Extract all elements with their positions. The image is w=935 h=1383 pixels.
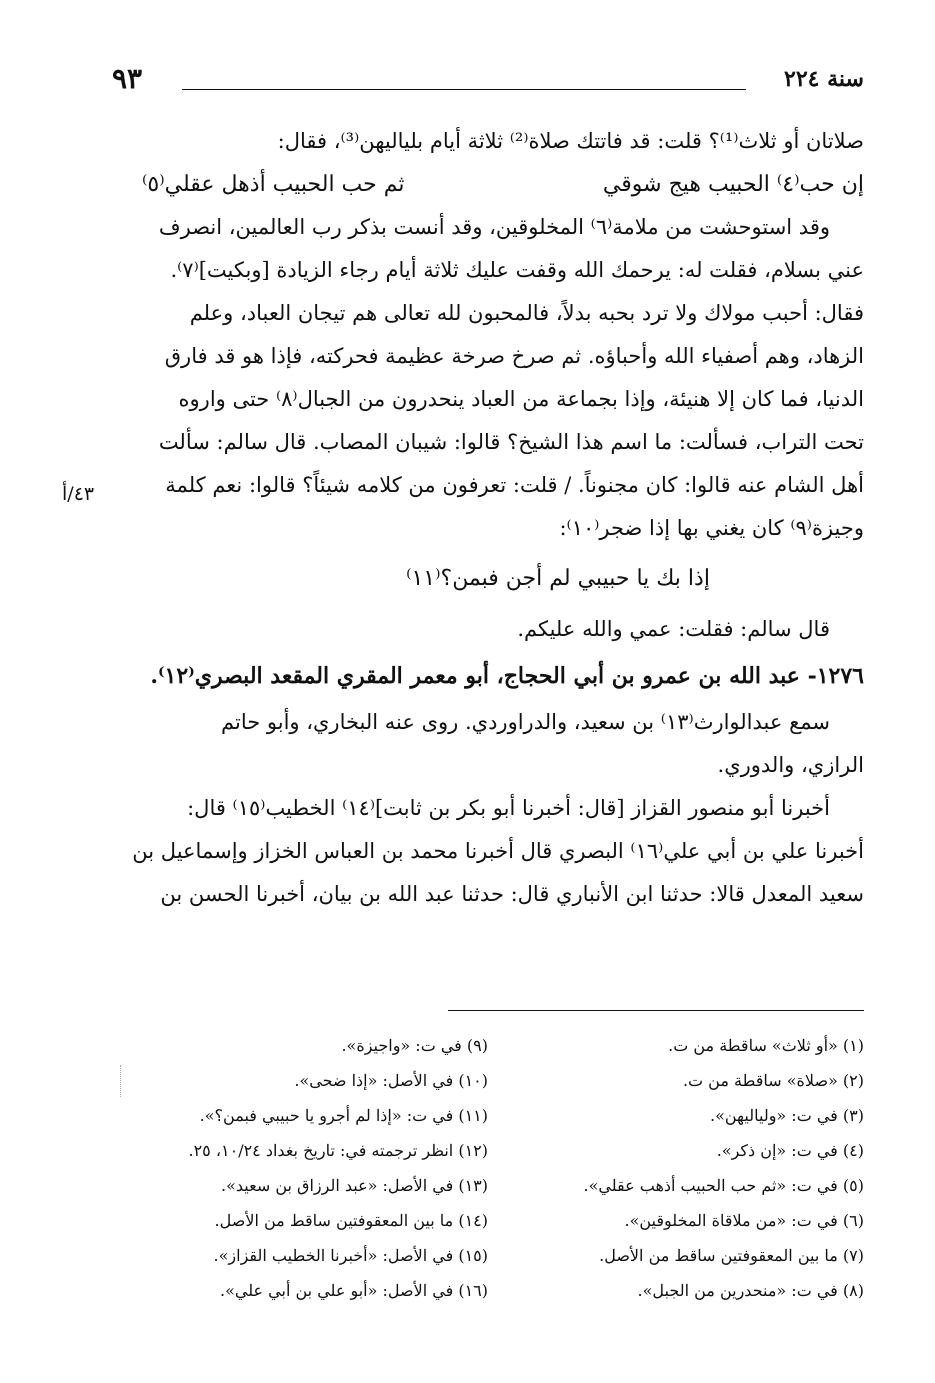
text-line: الدنيا، فما كان إلا هنيئة، وإذا بجماعة من العباد ينحدرون من الجبال⁽٨⁾ حتى واروه — [178, 387, 864, 411]
entry-heading: ١٢٧٦- عبد الله بن عمرو بن أبي الحجاج، أبو معمر المقري المقعد البصري⁽١٢⁾. — [150, 663, 864, 689]
page-header — [112, 62, 864, 102]
footnote: (١٠) في الأصل: «إذا ضحى». — [294, 1071, 488, 1090]
footnote: (٧) ما بين المعقوفتين ساقط من الأصل. — [599, 1246, 864, 1265]
footnote: (١٢) انظر ترجمته في: تاريخ بغداد ١٠/٢٤، ٢٥. — [188, 1141, 488, 1160]
footnote: (٤) في ت: «إن ذكر». — [716, 1141, 864, 1160]
verse-hemistich-right: إن حب⁽٤⁾ الحبيب هيج شوقي — [602, 172, 864, 197]
text-line: وجيزة⁽٩⁾ كان يغني بها إذا ضجر⁽١٠⁾: — [559, 516, 864, 540]
footnote: (١٦) في الأصل: «أبو علي بن أبي علي». — [220, 1281, 488, 1300]
verse-line-single: إذا بك يا حبيبي لم أجن فبمن؟⁽١١⁾ — [406, 566, 710, 591]
footnote: (١٥) في الأصل: «أخبرنا الخطيب القزاز». — [213, 1246, 488, 1265]
text-line: أخبرنا علي بن أبي علي⁽١٦⁾ البصري قال أخبرنا محمد بن العباس الخزاز وإسماعيل بن — [132, 839, 864, 863]
footnote: (١٤) ما بين المعقوفتين ساقط من الأصل. — [214, 1211, 488, 1230]
text-line: سمع عبدالوارث⁽١٣⁾ بن سعيد، والدراوردي. روى عنه البخاري، وأبو حاتم — [221, 710, 830, 734]
text-line: تحت التراب، فسألت: ما اسم هذا الشيخ؟ قالوا: شيبان المصاب. قال سالم: سألت — [158, 430, 864, 454]
footnote: (١) «أو ثلاث» ساقطة من ت. — [668, 1036, 864, 1055]
footnote: (٢) «صلاة» ساقطة من ت. — [682, 1071, 864, 1090]
text-line: أهل الشام عنه قالوا: كان مجنوناً. / قلت: تعرفون من كلامه شيئاً؟ قالوا: نعم كلمة — [165, 473, 864, 497]
text-line: الرازي، والدوري. — [717, 753, 864, 777]
text-line: أخبرنا أبو منصور القزاز [قال: أخبرنا أبو بكر بن ثابت]⁽١٤⁾ الخطيب⁽١٥⁾ قال: — [187, 796, 830, 820]
footnotes-column-right — [488, 1028, 864, 1308]
footnote: (٦) في ت: «من ملاقاة المخلوقين». — [624, 1211, 864, 1230]
footnote: (٥) في ت: «ثم حب الحبيب أذهب عقلي». — [583, 1176, 864, 1195]
verse-line — [112, 163, 864, 206]
scan-speck — [120, 1065, 123, 1097]
margin-folio-note: ٤٣/أ — [62, 483, 95, 505]
footnote: (١١) في ت: «إذا لم أجرو يا حبيبي فبمن؟». — [199, 1106, 488, 1125]
page-number: ٩٣ — [112, 62, 143, 95]
footnote: (٣) في ت: «ولياليهن». — [709, 1106, 864, 1125]
text-line: الزهاد، وهم أصفياء الله وأحباؤه. ثم صرخ صرخة عظيمة فحركته، فإذا هو قد فارق — [164, 344, 864, 368]
running-head-year: سنة ٢٢٤ — [784, 66, 864, 92]
footnote: (١٣) في الأصل: «عبد الرزاق بن سعيد». — [221, 1176, 488, 1195]
verse-hemistich-left: ثم حب الحبيب أذهل عقلي⁽٥⁾ — [142, 172, 405, 197]
text-line: فقال: أحبب مولاك ولا ترد بحبه بدلاً، فالمحبون لله تعالى هم تيجان العباد، وعلم — [189, 301, 864, 325]
footnotes-column-left — [112, 1028, 488, 1308]
text-line: وقد استوحشت من ملامة⁽٦⁾ المخلوقين، وقد أنست بذكر رب العالمين، انصرف — [158, 215, 830, 239]
text-line: قال سالم: فقلت: عمي والله عليكم. — [517, 617, 830, 641]
footnote-rule — [448, 1010, 864, 1011]
footnotes — [112, 1028, 864, 1308]
text-line: صلاتان أو ثلاث⁽¹⁾؟ قلت: قد فاتتك صلاة⁽²⁾ ثلاثة أيام بلياليهن⁽³⁾، فقال: — [277, 129, 864, 153]
main-text — [112, 120, 864, 916]
footnote: (٩) في ت: «واجيزة». — [341, 1036, 488, 1055]
footnote: (٨) في ت: «منحدرين من الجبل». — [637, 1281, 864, 1300]
text-line: سعيد المعدل قالا: حدثنا ابن الأنباري قال: حدثنا عبد الله بن بيان، أخبرنا الحسن بن — [160, 882, 864, 906]
text-line: عني بسلام، فقلت له: يرحمك الله وقفت عليك ثلاثة أيام رجاء الزيادة [وبكيت]⁽٧⁾. — [170, 258, 864, 282]
header-rule — [182, 89, 746, 90]
